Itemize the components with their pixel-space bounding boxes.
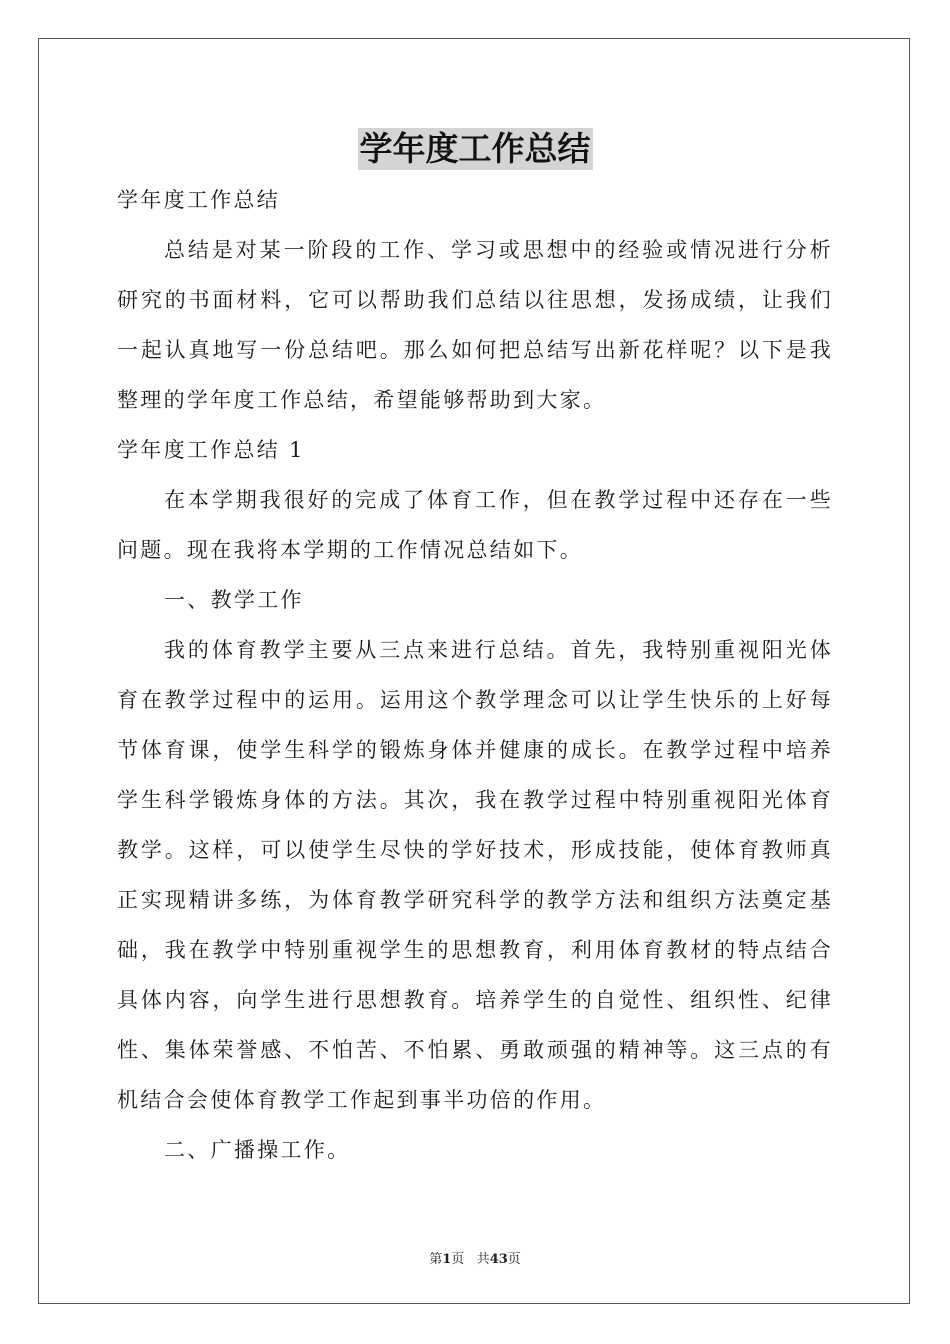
heading-teaching-work: 一、教学工作 — [164, 588, 304, 612]
title-container — [0, 128, 950, 170]
total-pages-number: 43 — [489, 1252, 508, 1267]
document-title: 学年度工作总结 — [359, 129, 591, 168]
footer-prefix: 第 — [429, 1252, 443, 1267]
section-heading: 学年度工作总结 1 — [117, 438, 305, 462]
document-body — [117, 175, 833, 1175]
section-intro-paragraph: 在本学期我很好的完成了体育工作，但在教学过程中还存在一些问题。现在我将本学期的工作情况总结如下。 — [117, 488, 833, 562]
footer-total-suffix: 页 — [507, 1252, 521, 1267]
heading-broadcast-exercise: 二、广播操工作。 — [164, 1138, 351, 1162]
intro-paragraph: 总结是对某一阶段的工作、学习或思想中的经验或情况进行分析研究的书面材料，它可以帮助我们总结以往思想，发扬成绩，让我们一起认真地写一份总结吧。那么如何把总结写出新花样呢？以下是我整理的学年度工作总结，希望能够帮助到大家。 — [117, 238, 833, 412]
teaching-work-paragraph: 我的体育教学主要从三点来进行总结。首先，我特别重视阳光体育在教学过程中的运用。运用这个教学理念可以让学生快乐的上好每节体育课，使学生科学的锻炼身体并健康的成长。在教学过程中培养学生科学锻炼身体的方法。其次，我在教学过程中特别重视阳光体育教学。这样，可以使学生尽快的学好技术，形成技能，使体育教师真正实现精讲多练，为体育教学研究科学的教学方法和组织方法奠定基础，我在教学中特别重视学生的思想教育，利用体育教材的特点结合具体内容，向学生进行思想教育。培养学生的自觉性、组织性、纪律性、集体荣誉感、不怕苦、不怕累、勇敢顽强的精神等。这三点的有机结合会使体育教学工作起到事半功倍的作用。 — [117, 638, 833, 1112]
current-page-number: 1 — [442, 1252, 452, 1267]
page-footer — [0, 1248, 950, 1267]
footer-total-prefix: 共 — [476, 1252, 490, 1267]
footer-page-word: 页 — [451, 1252, 465, 1267]
subtitle: 学年度工作总结 — [117, 188, 281, 212]
